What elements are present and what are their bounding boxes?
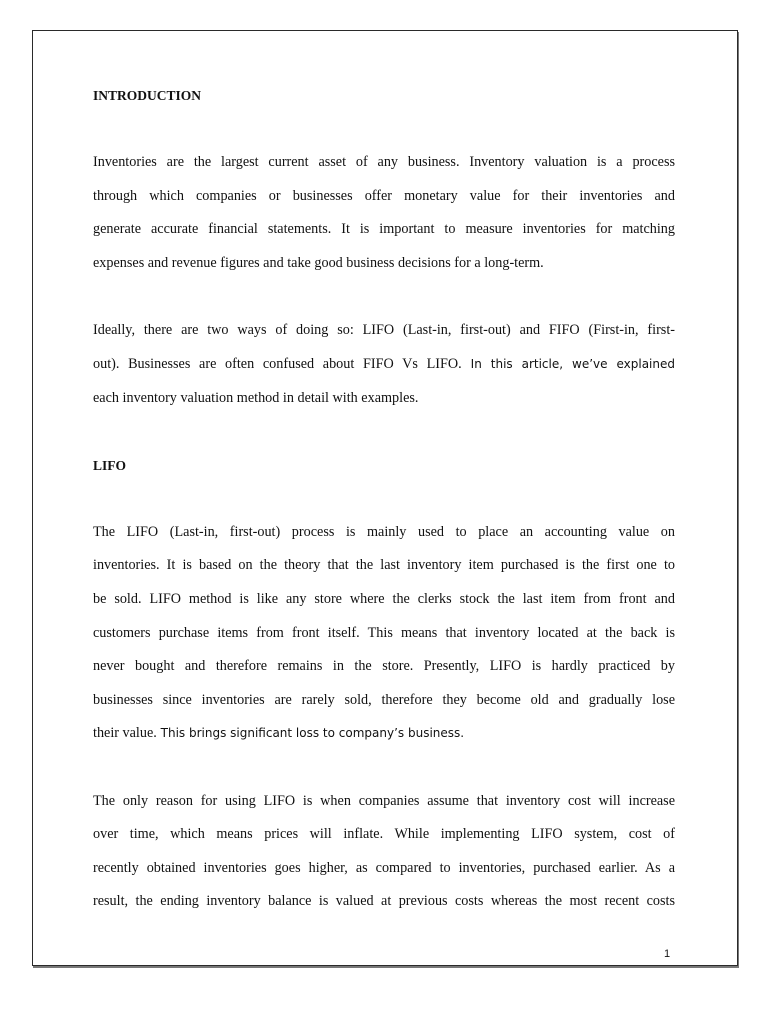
lifo-heading: LIFO <box>93 458 127 473</box>
lifo-paragraph-1-line-3: be sold. LIFO method is like any store where the clerks stock the last item from front and <box>93 591 675 607</box>
lifo-paragraph-1-line-6: businesses since inventories are rarely sold, therefore they become old and gradually lose <box>93 692 675 708</box>
lifo-paragraph-1-line-1: The LIFO (Last-in, first-out) process is mainly used to place an accounting value on <box>93 524 675 540</box>
page-number: 1 <box>664 948 671 960</box>
intro-paragraph-2-line-2 <box>93 356 675 372</box>
lifo-paragraph-1-line-4: customers purchase items from front itself. This means that inventory located at the back is <box>93 625 675 641</box>
intro-paragraph-2-line-2-text: out). Businesses are often confused about FIFO Vs LIFO. <box>93 356 462 372</box>
lifo-paragraph-2-line-4: result, the ending inventory balance is valued at previous costs whereas the most recent costs <box>93 893 675 909</box>
intro-paragraph-2-line-1: Ideally, there are two ways of doing so: LIFO (Last-in, first-out) and FIFO (First-in, first- <box>93 322 675 338</box>
intro-paragraph-2-line-3: each inventory valuation method in detail with examples. <box>93 390 419 406</box>
lifo-paragraph-1-line-2: inventories. It is based on the theory that the last inventory item purchased is the first one to <box>93 557 675 573</box>
lifo-paragraph-2-line-1: The only reason for using LIFO is when companies assume that inventory cost will increase <box>93 793 675 809</box>
intro-paragraph-1-line-2: through which companies or businesses offer monetary value for their inventories and <box>93 188 675 204</box>
intro-paragraph-1-line-1: Inventories are the largest current asset of any business. Inventory valuation is a process <box>93 154 675 170</box>
intro-paragraph-1-line-4: expenses and revenue figures and take good business decisions for a long-term. <box>93 255 544 271</box>
introduction-heading: INTRODUCTION <box>93 88 202 103</box>
lifo-paragraph-1-line-7-text: their value. <box>93 725 157 741</box>
lifo-paragraph-1-line-7-continuation: This brings significant loss to company’s business. <box>156 726 465 740</box>
intro-paragraph-2-line-2-continuation: In this article, we’ve explained <box>461 357 675 371</box>
lifo-paragraph-1-line-5: never bought and therefore remains in the store. Presently, LIFO is hardly practiced by <box>93 658 675 674</box>
intro-paragraph-1-line-3: generate accurate financial statements. It is important to measure inventories for matching <box>93 221 675 237</box>
lifo-paragraph-1-line-7 <box>93 725 675 741</box>
lifo-paragraph-2-line-2: over time, which means prices will inflate. While implementing LIFO system, cost of <box>93 826 675 842</box>
lifo-paragraph-2-line-3: recently obtained inventories goes higher, as compared to inventories, purchased earlier. As a <box>93 860 675 876</box>
